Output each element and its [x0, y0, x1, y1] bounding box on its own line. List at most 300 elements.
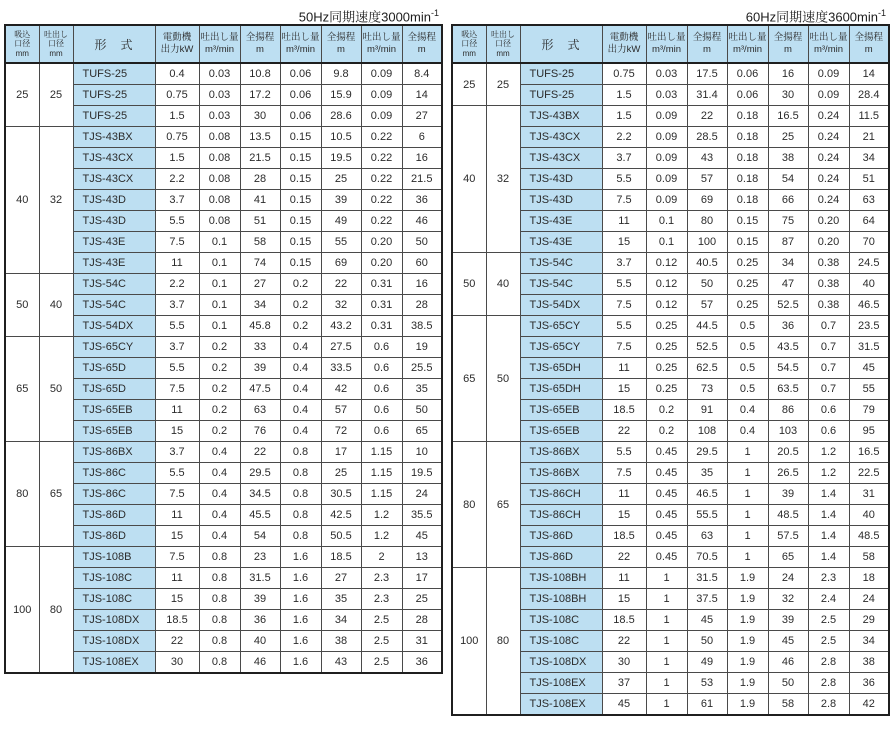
- model-cell: TJS-43CX: [520, 148, 602, 169]
- head-cell: 45.5: [240, 505, 280, 526]
- flow-cell: 0.6: [361, 400, 402, 421]
- suction-diameter-cell: 40: [452, 106, 486, 253]
- flow-header-1: 吐出し量 m³/min: [646, 25, 687, 63]
- power-cell: 15: [155, 589, 199, 610]
- power-cell: 37: [602, 673, 646, 694]
- flow-cell: 0.4: [280, 400, 321, 421]
- head-cell: 45: [768, 631, 808, 652]
- flow-cell: 0.18: [727, 106, 768, 127]
- flow-cell: 0.20: [361, 253, 402, 274]
- motor-output-header: 電動機 出力kW: [155, 25, 199, 63]
- flow-cell: 0.1: [646, 211, 687, 232]
- power-cell: 7.5: [602, 190, 646, 211]
- model-cell: TJS-86BX: [73, 442, 155, 463]
- head-cell: 31.5: [240, 568, 280, 589]
- flow-cell: 0.08: [199, 148, 240, 169]
- flow-cell: 0.15: [727, 211, 768, 232]
- model-cell: TUFS-25: [73, 85, 155, 106]
- flow-cell: 2.5: [361, 610, 402, 631]
- flow-cell: 0.24: [808, 127, 849, 148]
- head-header-3: 全揚程 m: [402, 25, 442, 63]
- model-cell: TJS-43E: [520, 211, 602, 232]
- flow-cell: 0.24: [808, 106, 849, 127]
- power-cell: 30: [155, 652, 199, 674]
- flow-cell: 0.09: [646, 127, 687, 148]
- head-cell: 30: [768, 85, 808, 106]
- head-cell: 95: [849, 421, 889, 442]
- head-cell: 18: [849, 568, 889, 589]
- flow-cell: 2.3: [808, 568, 849, 589]
- head-cell: 40.5: [687, 253, 727, 274]
- head-cell: 87: [768, 232, 808, 253]
- flow-cell: 2.3: [361, 568, 402, 589]
- flow-cell: 0.6: [808, 400, 849, 421]
- flow-cell: 0.31: [361, 274, 402, 295]
- power-cell: 5.5: [602, 316, 646, 337]
- power-cell: 11: [155, 505, 199, 526]
- discharge-diameter-cell: 65: [39, 442, 73, 547]
- flow-cell: 1: [646, 673, 687, 694]
- flow-cell: 1.9: [727, 589, 768, 610]
- head-cell: 46: [402, 211, 442, 232]
- flow-cell: 0.2: [199, 421, 240, 442]
- power-cell: 1.5: [155, 148, 199, 169]
- head-cell: 108: [687, 421, 727, 442]
- power-cell: 2.2: [602, 127, 646, 148]
- model-cell: TJS-43E: [520, 232, 602, 253]
- model-cell: TJS-43E: [73, 232, 155, 253]
- head-cell: 35: [321, 589, 361, 610]
- model-cell: TJS-43CX: [520, 127, 602, 148]
- head-cell: 43: [687, 148, 727, 169]
- power-cell: 7.5: [155, 379, 199, 400]
- flow-cell: 1: [646, 568, 687, 589]
- head-cell: 31.4: [687, 85, 727, 106]
- power-cell: 7.5: [155, 484, 199, 505]
- head-cell: 24: [402, 484, 442, 505]
- head-cell: 52.5: [768, 295, 808, 316]
- table-body-50hz: [5, 63, 442, 673]
- flow-cell: 1.6: [280, 589, 321, 610]
- head-cell: 50.5: [321, 526, 361, 547]
- flow-cell: 0.4: [199, 442, 240, 463]
- head-cell: 54.5: [768, 358, 808, 379]
- model-cell: TJS-108EX: [520, 673, 602, 694]
- flow-cell: 2.8: [808, 673, 849, 694]
- head-cell: 63: [240, 400, 280, 421]
- flow-cell: 0.8: [280, 505, 321, 526]
- flow-cell: 0.8: [199, 547, 240, 568]
- head-cell: 38: [321, 631, 361, 652]
- flow-cell: 0.18: [727, 190, 768, 211]
- model-cell: TJS-43BX: [520, 106, 602, 127]
- head-cell: 37.5: [687, 589, 727, 610]
- flow-cell: 1: [727, 505, 768, 526]
- head-cell: 45: [849, 358, 889, 379]
- flow-cell: 0.2: [199, 379, 240, 400]
- flow-cell: 0.22: [361, 169, 402, 190]
- flow-header-2: 吐出し量 m³/min: [280, 25, 321, 63]
- power-cell: 1.5: [602, 85, 646, 106]
- flow-cell: 1: [727, 526, 768, 547]
- flow-cell: 1.9: [727, 694, 768, 716]
- power-cell: 7.5: [155, 232, 199, 253]
- head-cell: 39: [768, 484, 808, 505]
- head-cell: 15.9: [321, 85, 361, 106]
- flow-cell: 0.20: [808, 211, 849, 232]
- head-cell: 36: [402, 652, 442, 674]
- head-cell: 25: [402, 589, 442, 610]
- flow-cell: 0.4: [280, 358, 321, 379]
- head-cell: 36: [240, 610, 280, 631]
- flow-cell: 0.03: [199, 106, 240, 127]
- table-row: [452, 106, 889, 127]
- power-cell: 5.5: [155, 463, 199, 484]
- power-cell: 11: [602, 211, 646, 232]
- flow-cell: 0.2: [280, 295, 321, 316]
- suction-diameter-cell: 25: [452, 63, 486, 106]
- head-cell: 50: [402, 400, 442, 421]
- flow-cell: 1.9: [727, 568, 768, 589]
- power-cell: 3.7: [155, 295, 199, 316]
- model-cell: TJS-43CX: [73, 169, 155, 190]
- flow-cell: 0.09: [646, 148, 687, 169]
- power-cell: 11: [602, 484, 646, 505]
- head-cell: 44.5: [687, 316, 727, 337]
- head-cell: 19: [402, 337, 442, 358]
- flow-cell: 0.15: [280, 211, 321, 232]
- model-cell: TJS-86C: [73, 484, 155, 505]
- flow-cell: 2.4: [808, 589, 849, 610]
- model-cell: TJS-54C: [73, 295, 155, 316]
- flow-cell: 0.08: [199, 211, 240, 232]
- flow-cell: 1: [646, 631, 687, 652]
- head-cell: 66: [768, 190, 808, 211]
- discharge-diameter-cell: 50: [39, 337, 73, 442]
- head-cell: 10.8: [240, 63, 280, 85]
- model-cell: TJS-65EB: [73, 400, 155, 421]
- head-cell: 91: [687, 400, 727, 421]
- head-cell: 18.5: [321, 547, 361, 568]
- head-cell: 42: [321, 379, 361, 400]
- flow-cell: 0.2: [280, 274, 321, 295]
- head-cell: 25.5: [402, 358, 442, 379]
- flow-cell: 1.4: [808, 526, 849, 547]
- head-cell: 16: [768, 63, 808, 85]
- model-cell: TJS-108B: [73, 547, 155, 568]
- head-cell: 80: [687, 211, 727, 232]
- head-cell: 57: [321, 400, 361, 421]
- head-cell: 24: [849, 589, 889, 610]
- head-cell: 73: [687, 379, 727, 400]
- head-cell: 51: [849, 169, 889, 190]
- flow-cell: 0.09: [361, 106, 402, 127]
- head-cell: 50: [768, 673, 808, 694]
- head-cell: 69: [321, 253, 361, 274]
- head-cell: 75: [768, 211, 808, 232]
- flow-cell: 0.18: [727, 127, 768, 148]
- model-cell: TJS-86C: [73, 463, 155, 484]
- flow-cell: 1: [727, 484, 768, 505]
- model-cell: TJS-65D: [73, 358, 155, 379]
- flow-cell: 0.15: [280, 232, 321, 253]
- flow-cell: 0.6: [361, 421, 402, 442]
- flow-cell: 0.15: [727, 232, 768, 253]
- head-cell: 28: [402, 295, 442, 316]
- suction-diameter-header: 吸込 口径 mm: [452, 25, 486, 63]
- power-cell: 1.5: [602, 106, 646, 127]
- flow-cell: 0.18: [727, 148, 768, 169]
- flow-cell: 0.4: [727, 400, 768, 421]
- head-cell: 31: [402, 631, 442, 652]
- head-cell: 79: [849, 400, 889, 421]
- model-cell: TJS-65EB: [520, 400, 602, 421]
- model-cell: TJS-54C: [520, 253, 602, 274]
- title-superscript: -1: [430, 8, 439, 18]
- discharge-diameter-cell: 80: [486, 568, 520, 716]
- head-cell: 58: [240, 232, 280, 253]
- model-cell: TJS-65DH: [520, 379, 602, 400]
- head-cell: 46: [768, 652, 808, 673]
- flow-cell: 0.8: [280, 484, 321, 505]
- head-cell: 25: [768, 127, 808, 148]
- flow-cell: 0.15: [280, 169, 321, 190]
- head-cell: 34: [849, 148, 889, 169]
- head-cell: 40: [849, 274, 889, 295]
- head-cell: 28: [402, 610, 442, 631]
- power-cell: 7.5: [602, 337, 646, 358]
- flow-cell: 0.8: [280, 463, 321, 484]
- power-cell: 5.5: [155, 316, 199, 337]
- head-cell: 53: [687, 673, 727, 694]
- head-cell: 33: [240, 337, 280, 358]
- suction-diameter-cell: 40: [5, 127, 39, 274]
- flow-cell: 1.6: [280, 568, 321, 589]
- flow-cell: 0.03: [646, 63, 687, 85]
- head-cell: 39: [321, 190, 361, 211]
- flow-cell: 0.25: [646, 379, 687, 400]
- flow-cell: 0.12: [646, 253, 687, 274]
- flow-cell: 0.4: [280, 337, 321, 358]
- head-cell: 103: [768, 421, 808, 442]
- flow-cell: 0.8: [199, 631, 240, 652]
- flow-cell: 1.4: [808, 505, 849, 526]
- flow-cell: 1: [727, 547, 768, 568]
- flow-cell: 0.38: [808, 295, 849, 316]
- discharge-diameter-cell: 50: [486, 316, 520, 442]
- head-cell: 24.5: [849, 253, 889, 274]
- power-cell: 18.5: [155, 610, 199, 631]
- head-cell: 10: [402, 442, 442, 463]
- flow-cell: 0.09: [808, 63, 849, 85]
- model-cell: TJS-43CX: [73, 148, 155, 169]
- flow-cell: 1.4: [808, 484, 849, 505]
- flow-cell: 0.7: [808, 379, 849, 400]
- flow-cell: 0.09: [646, 169, 687, 190]
- model-cell: TJS-54C: [520, 274, 602, 295]
- head-cell: 43.5: [768, 337, 808, 358]
- head-cell: 14: [402, 85, 442, 106]
- suction-diameter-header: 吸込 口径 mm: [5, 25, 39, 63]
- table-row: [452, 442, 889, 463]
- flow-cell: 0.8: [199, 610, 240, 631]
- suction-diameter-cell: 50: [5, 274, 39, 337]
- model-cell: TJS-43D: [520, 169, 602, 190]
- flow-cell: 0.25: [646, 358, 687, 379]
- head-cell: 32: [321, 295, 361, 316]
- flow-cell: 1.2: [361, 505, 402, 526]
- table-row: [5, 442, 442, 463]
- head-cell: 40: [849, 505, 889, 526]
- head-cell: 16: [402, 148, 442, 169]
- flow-cell: 0.06: [727, 63, 768, 85]
- table-title-60hz: 60Hz同期速度$3600\min^{-1}$: [745, 8, 886, 25]
- flow-cell: 0.2: [646, 400, 687, 421]
- table-section-50hz: [4, 2, 441, 674]
- head-header-2: 全揚程 m: [768, 25, 808, 63]
- head-cell: 51: [240, 211, 280, 232]
- power-cell: 18.5: [602, 526, 646, 547]
- model-cell: TJS-108C: [73, 568, 155, 589]
- head-cell: 17.2: [240, 85, 280, 106]
- head-cell: 34: [849, 631, 889, 652]
- model-cell: TJS-43D: [520, 190, 602, 211]
- discharge-diameter-header: 吐出し 口径 mm: [486, 25, 520, 63]
- flow-cell: 0.03: [646, 85, 687, 106]
- head-cell: 74: [240, 253, 280, 274]
- suction-diameter-cell: 100: [452, 568, 486, 716]
- head-cell: 46.5: [849, 295, 889, 316]
- power-cell: 2.2: [155, 169, 199, 190]
- flow-cell: 0.6: [808, 421, 849, 442]
- flow-cell: 0.12: [646, 295, 687, 316]
- head-cell: 54: [768, 169, 808, 190]
- flow-cell: 1: [727, 463, 768, 484]
- model-cell: TJS-65EB: [73, 421, 155, 442]
- flow-cell: 0.1: [646, 232, 687, 253]
- flow-cell: 0.22: [361, 127, 402, 148]
- flow-cell: 0.09: [361, 85, 402, 106]
- flow-cell: 0.4: [199, 463, 240, 484]
- flow-cell: 0.1: [199, 253, 240, 274]
- power-cell: 5.5: [602, 274, 646, 295]
- power-cell: 0.75: [602, 63, 646, 85]
- head-cell: 33.5: [321, 358, 361, 379]
- head-cell: 45: [687, 610, 727, 631]
- head-cell: 29.5: [240, 463, 280, 484]
- flow-header-2: 吐出し量 m³/min: [727, 25, 768, 63]
- flow-cell: 1.6: [280, 652, 321, 674]
- head-cell: 27.5: [321, 337, 361, 358]
- head-cell: 20.5: [768, 442, 808, 463]
- head-cell: 45.8: [240, 316, 280, 337]
- head-cell: 60: [402, 253, 442, 274]
- power-cell: 11: [155, 568, 199, 589]
- power-cell: 3.7: [155, 442, 199, 463]
- flow-cell: 0.2: [199, 337, 240, 358]
- flow-cell: 1.2: [808, 463, 849, 484]
- head-cell: 19.5: [321, 148, 361, 169]
- head-cell: 70.5: [687, 547, 727, 568]
- flow-cell: 0.6: [361, 379, 402, 400]
- head-cell: 22: [687, 106, 727, 127]
- header-row: [452, 25, 889, 63]
- table-row: [452, 316, 889, 337]
- head-cell: 16: [402, 274, 442, 295]
- flow-cell: 1.9: [727, 631, 768, 652]
- head-cell: 35.5: [402, 505, 442, 526]
- head-cell: 63: [687, 526, 727, 547]
- flow-cell: 0.5: [727, 316, 768, 337]
- flow-cell: 0.20: [361, 232, 402, 253]
- flow-cell: 0.4: [199, 505, 240, 526]
- head-cell: 70: [849, 232, 889, 253]
- head-cell: 49: [321, 211, 361, 232]
- model-cell: TJS-108EX: [73, 652, 155, 674]
- flow-cell: 0.08: [199, 169, 240, 190]
- model-cell: TJS-86BX: [520, 442, 602, 463]
- flow-cell: 0.45: [646, 484, 687, 505]
- flow-header-3: 吐出し量 m³/min: [361, 25, 402, 63]
- power-cell: 7.5: [602, 463, 646, 484]
- model-cell: TJS-108C: [520, 610, 602, 631]
- head-cell: 65: [402, 421, 442, 442]
- model-cell: TUFS-25: [520, 85, 602, 106]
- head-cell: 34.5: [240, 484, 280, 505]
- discharge-diameter-cell: 40: [486, 253, 520, 316]
- flow-cell: 1.4: [808, 547, 849, 568]
- discharge-diameter-cell: 25: [39, 63, 73, 127]
- head-cell: 100: [687, 232, 727, 253]
- flow-cell: 0.6: [361, 358, 402, 379]
- power-cell: 15: [155, 526, 199, 547]
- flow-cell: 0.06: [727, 85, 768, 106]
- head-cell: 17: [321, 442, 361, 463]
- flow-cell: 0.06: [280, 85, 321, 106]
- model-cell: TJS-86D: [520, 526, 602, 547]
- flow-cell: 0.25: [646, 337, 687, 358]
- power-cell: 15: [602, 232, 646, 253]
- head-cell: 19.5: [402, 463, 442, 484]
- power-cell: 18.5: [602, 610, 646, 631]
- flow-cell: 0.5: [727, 337, 768, 358]
- flow-cell: 0.4: [199, 526, 240, 547]
- head-cell: 42: [849, 694, 889, 716]
- head-cell: 49: [687, 652, 727, 673]
- flow-header-3: 吐出し量 m³/min: [808, 25, 849, 63]
- head-cell: 34: [240, 295, 280, 316]
- flow-cell: 0.25: [727, 295, 768, 316]
- power-cell: 7.5: [155, 547, 199, 568]
- flow-cell: 1.15: [361, 484, 402, 505]
- head-cell: 6: [402, 127, 442, 148]
- flow-cell: 1: [646, 694, 687, 716]
- head-cell: 76: [240, 421, 280, 442]
- flow-cell: 0.20: [808, 232, 849, 253]
- power-cell: 22: [602, 421, 646, 442]
- flow-cell: 0.4: [727, 421, 768, 442]
- flow-cell: 0.09: [646, 190, 687, 211]
- head-cell: 13.5: [240, 127, 280, 148]
- model-cell: TJS-86D: [73, 505, 155, 526]
- head-cell: 38.5: [402, 316, 442, 337]
- power-cell: 11: [602, 568, 646, 589]
- head-cell: 39: [768, 610, 808, 631]
- head-cell: 63.5: [768, 379, 808, 400]
- model-cell: TJS-108C: [520, 631, 602, 652]
- flow-cell: 0.38: [808, 253, 849, 274]
- head-cell: 36: [849, 673, 889, 694]
